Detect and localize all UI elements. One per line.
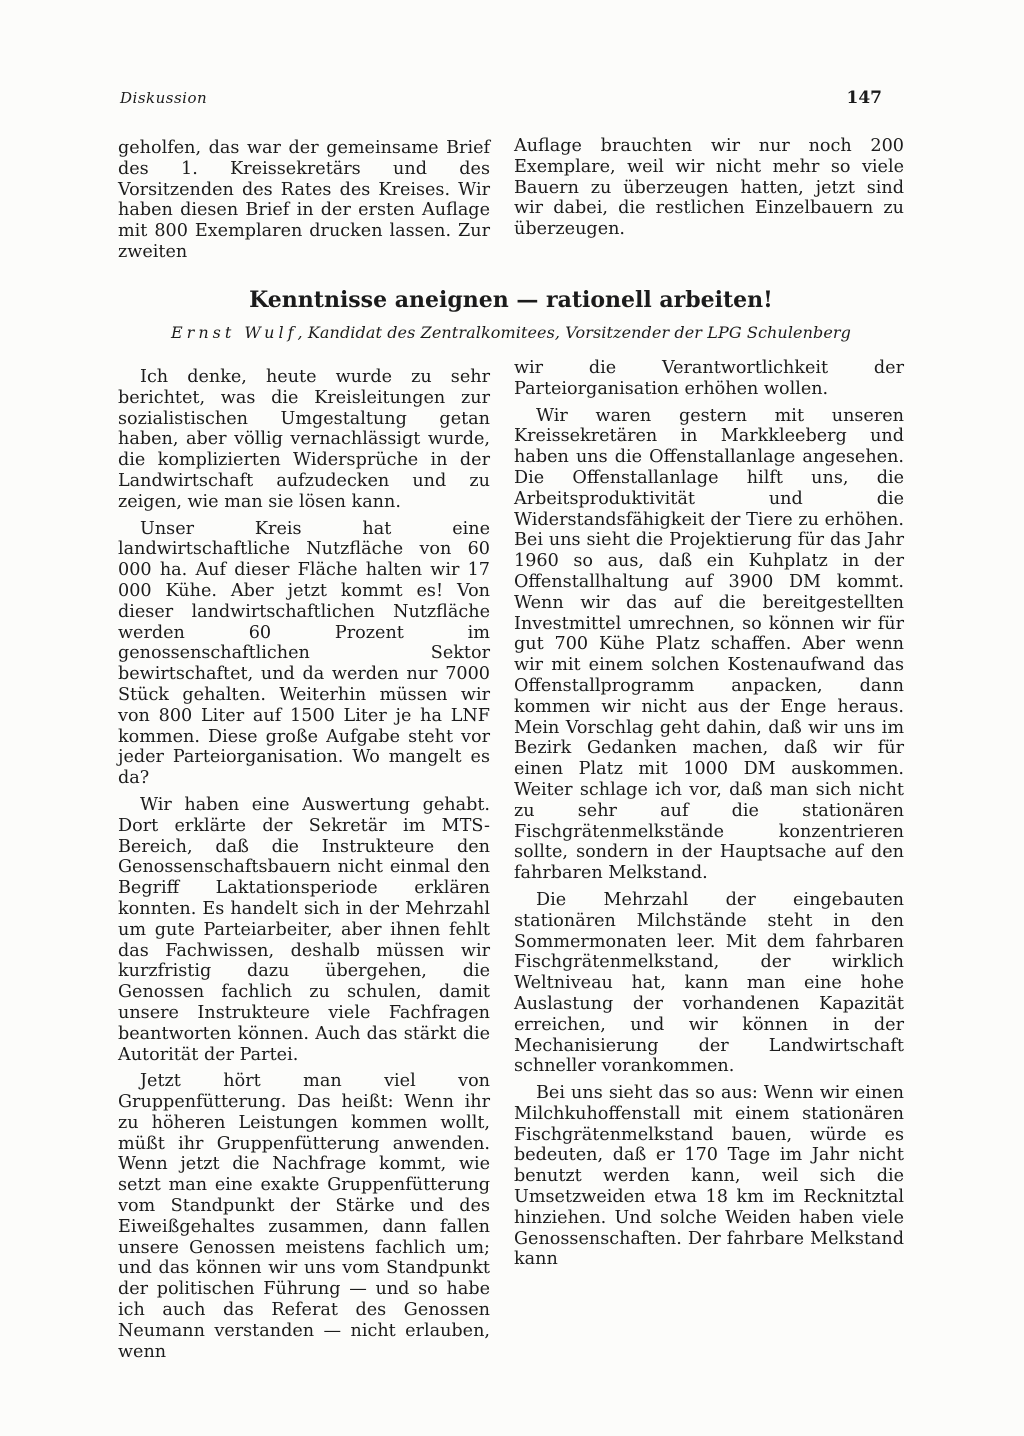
continued-text-left-column [118,138,490,263]
paragraph: Bei uns sieht das so aus: Wenn wir einen Milchkuhoffenstall mit einem stationären Fischgrätenmelkstand bauen, würde es bedeuten, daß er 170 Tage im Jahr nicht benutzt werden kann, weil sich die Umsetzweiden etwa 18 km im Recknitztal hinziehen. Und solche Weiden haben viele Genossenschaften. Der fahrbare Melkstand kann [514,1083,904,1270]
article-right-column [514,358,904,1270]
continued-paragraph-left: geholfen, das war der gemeinsame Brief des 1. Kreissekretärs und des Vorsitzenden des Rates des Kreises. Wir haben diesen Brief in der ersten Auflage mit 800 Exemplaren drucken lassen. Zur zweiten [118,138,490,262]
continued-text-right-column [514,136,904,240]
author-name: Ernst Wulf [170,323,298,342]
running-header [120,88,882,108]
page-number: 147 [846,88,882,108]
paragraph: wir die Verantwortlichkeit der Parteiorganisation erhöhen wollen. [514,358,904,399]
paragraph: Ich denke, heute wurde zu sehr berichtet, was die Kreisleitungen zur sozialistischen Umgestaltung getan haben, aber völlig vernachlässigt wurde, die komplizierten Widersprüche in der Landwirtschaft aufzudecken und zu zeigen, wie man sie lösen kann. [118,367,490,512]
article-title: Kenntnisse aneignen — rationell arbeiten! [249,287,773,313]
paragraph: Jetzt hört man viel von Gruppenfütterung. Das heißt: Wenn ihr zu höheren Leistungen kommen wollt, müßt ihr Gruppenfütterung anwenden. Wenn jetzt die Nachfrage kommt, wie setzt man eine exakte Gruppenfütterung vom Standpunkt der Stärke und des Eiweißgehaltes zusammen, dann fallen unsere Genossen meistens fachlich um; und das können wir uns vom Standpunkt der politischen Führung — und so habe ich auch das Referat des Genossen Neumann verstanden — nicht erlauben, wenn [118,1071,490,1362]
section-label: Diskussion [120,89,208,107]
continued-paragraph-right: Auflage brauchten wir nur noch 200 Exemplare, weil wir nicht mehr so viele Bauern zu überzeugen hatten, jetzt sind wir dabei, die restlichen Einzelbauern zu überzeugen. [514,136,904,240]
article-byline [118,323,904,342]
article-left-column [118,367,490,1362]
author-role: , Kandidat des Zentralkomitees, Vorsitzender der LPG Schulenberg [297,323,852,342]
paragraph: Wir waren gestern mit unseren Kreissekretären in Markkleeberg und haben uns die Offenstallanlage angesehen. Die Offenstallanlage hilft uns, die Arbeitsproduktivität und die Widerstandsfähigkeit der Tiere zu erhöhen. Bei uns sieht die Projektierung für das Jahr 1960 so aus, daß ein Kuhplatz in der Offenstallhaltung auf 3900 DM kommt. Wenn wir das auf die bereitgestellten Investmittel umrechnen, so können wir für gut 700 Kühe Platz schaffen. Aber wenn wir mit einem solchen Kostenaufwand das Offenstallprogramm anpacken, dann kommen wir nicht aus der Enge heraus. Mein Vorschlag geht dahin, daß wir uns im Bezirk Gedanken machen, daß wir für einen Platz mit 1000 DM auskommen. Weiter schlage ich vor, daß man sich nicht zu sehr auf die stationären Fischgrätenmelkstände konzentrieren sollte, sondern in der Hauptsache auf den fahrbaren Melkstand. [514,405,904,884]
paragraph: Unser Kreis hat eine landwirtschaftliche Nutzfläche von 60 000 ha. Auf dieser Fläche halten wir 17 000 Kühe. Aber jetzt kommt es! Von dieser landwirtschaftlichen Nutzfläche werden 60 Prozent im genossenschaftlichen Sektor bewirtschaftet, und da werden nur 7000 Stück gehalten. Weiterhin müssen wir von 800 Liter auf 1500 Liter je ha LNF kommen. Diese große Aufgabe steht vor jeder Parteiorganisation. Wo mangelt es da? [118,518,490,789]
paragraph: Wir haben eine Auswertung gehabt. Dort erklärte der Sekretär im MTS-Bereich, daß die Instrukteure den Genossenschaftsbauern nicht einmal den Begriff Laktationsperiode erklären konnten. Es handelt sich in der Mehrzahl um gute Parteiarbeiter, aber ihnen fehlt das Fachwissen, deshalb müssen wir kurzfristig dazu übergehen, die Genossen fachlich zu schulen, damit unsere Instrukteure viele Fachfragen beantworten können. Auch das stärkt die Autorität der Partei. [118,794,490,1065]
paragraph: Die Mehrzahl der eingebauten stationären Milchstände steht in den Sommermonaten leer. Mit dem fahrbaren Fischgrätenmelkstand, der wirklich Weltniveau hat, kann man eine hohe Auslastung der vorhandenen Kapazität erreichen, und wir können in der Mechanisierung der Landwirtschaft schneller vorankommen. [514,889,904,1077]
